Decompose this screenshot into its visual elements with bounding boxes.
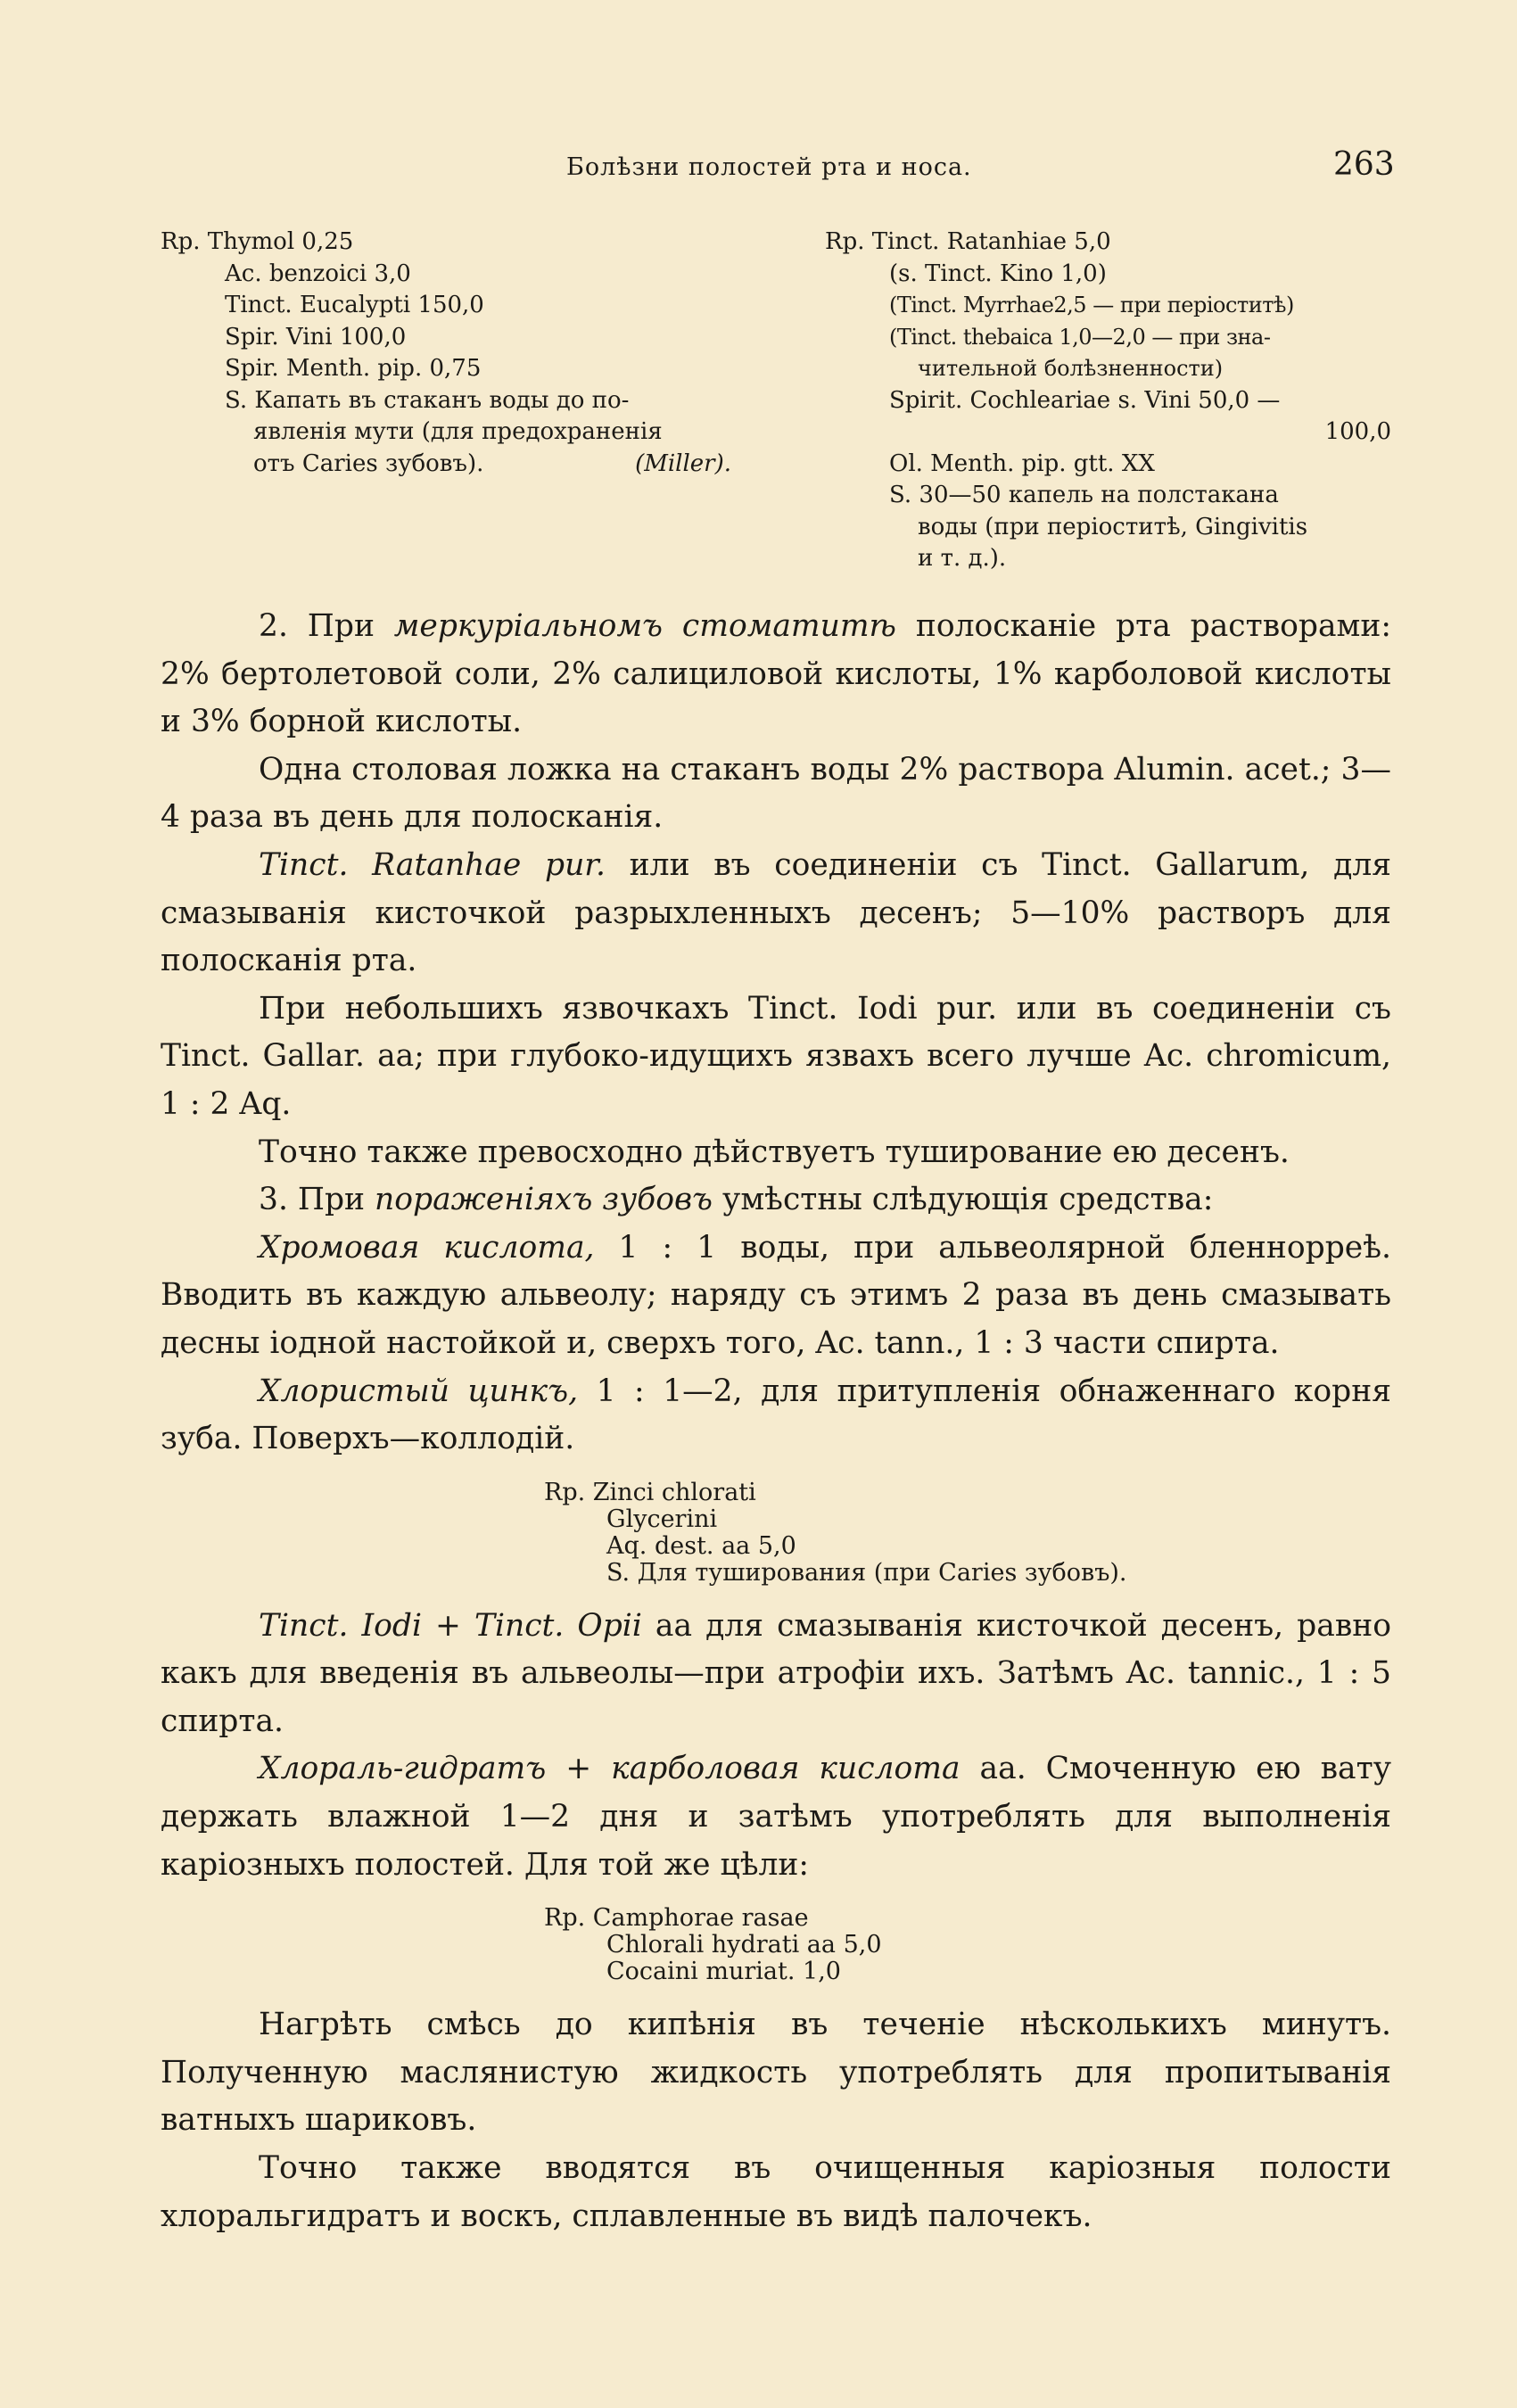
text-run: 3. При [259, 1182, 375, 1218]
recipe-line: S. Для туширования (при Caries зубовъ). [606, 1558, 1127, 1587]
paragraph: При небольшихъ язвочкахъ Tinct. Iodi pur. или въ соединеніи съ Tinct. Gallar. aa; при глубоко-идущихъ язвахъ всего лучше Ac. chromicum, 1 : 2 Aq. [161, 990, 1391, 1122]
italic-run: пораженіяхъ зубовъ [375, 1182, 713, 1218]
page-number: 263 [1333, 146, 1395, 183]
recipe-author: (Miller). [635, 449, 731, 477]
italic-run: Хлораль-гидратъ + карболовая кислота [259, 1751, 960, 1787]
recipe-line-with-author [161, 449, 731, 481]
recipe-line: Rp. Camphorae rasae [544, 1904, 809, 1933]
recipe-line: Aq. dest. aa 5,0 [606, 1531, 796, 1560]
running-head [0, 143, 1517, 187]
recipe-line: 100,0 [1324, 418, 1391, 445]
text-run: aa [641, 1607, 693, 1644]
recipe-line: Tinct. Eucalypti 150,0 [225, 292, 484, 318]
text-run: 2. При [259, 608, 394, 644]
recipe-line: Rp. Tinct. Ratanhiae 5,0 [825, 228, 1111, 255]
recipe-zinc [544, 1480, 1391, 1587]
recipe-line: Glycerini [606, 1505, 718, 1533]
text-run: умѣстны слѣдующія средства: [713, 1182, 1214, 1218]
recipe-line: воды (при періоститѣ, Gingivitis [918, 513, 1308, 540]
recipe-line: чительной болѣзненности) [918, 356, 1224, 381]
paragraph [161, 1225, 1391, 1368]
recipe-line: и т. д.). [918, 545, 1007, 572]
recipe-line: Cocaini muriat. 1,0 [606, 1958, 841, 1986]
paragraph [161, 603, 1391, 746]
text-run: 1 : 1 воды, при альвеолярной бленнорреѣ. Вводить въ каждую альвеолу; наряду съ этимъ 2 раза въ день смазывать десны іодной настойкой и, сверхъ того, Ac. tann., 1 : 3 части спирта. [161, 1229, 1391, 1361]
italic-run: Хлористый цинкъ, [259, 1373, 579, 1409]
recipe-line: Ac. benzoici 3,0 [225, 260, 411, 287]
text-run: полосканіе рта растворами: 2% бертолетовой соли, 2% салициловой кислоты, 1% карболовой кислоты и 3% борной кислоты. [161, 608, 1391, 740]
italic-run: меркуріальномъ стоматитѣ [393, 608, 896, 644]
italic-run: Хромовая кислота, [259, 1229, 595, 1266]
recipe-line: Spirit. Cochleariae s. Vini 50,0 — [889, 386, 1281, 414]
recipe-camphor [544, 1905, 1391, 1985]
recipe-line: Rp. Zinci chlorati [544, 1478, 756, 1506]
paragraph: Одна столовая ложка на стаканъ воды 2% раствора Alumin. acet.; 3—4 раза въ день для полосканія. [161, 751, 1391, 836]
italic-run: Tinct. Ratanhae pur. [259, 846, 606, 883]
recipe-line: Spir. Vini 100,0 [225, 323, 407, 350]
recipe-line: Rp. Thymol 0,25 [161, 228, 354, 255]
text-run: 1 : 1—2, для притупленія обнаженнаго корня зуба. Поверхъ—коллодій. [161, 1373, 1391, 1457]
recipe-line: явленія мути (для предохраненія [253, 418, 663, 445]
recipe-line: Chlorali hydrati aa 5,0 [606, 1931, 882, 1959]
paragraph [161, 1368, 1391, 1464]
recipe-right [825, 227, 1391, 575]
recipe-line: S. Капать въ стаканъ воды до по- [225, 386, 630, 414]
text-run: Смоченную ею вату держать влажной 1—2 дня и затѣмъ употреблять для выполненія каріозныхъ полостей. Для той же цѣли: [161, 1751, 1391, 1883]
body-text [161, 603, 1391, 2240]
recipe-line: S. 30—50 капель на полстакана [889, 482, 1279, 508]
recipe-line: Spir. Menth. pip. 0,75 [225, 355, 482, 382]
paragraph [161, 1176, 1391, 1225]
recipe-line: (Tinct. Myrrhae2,5 — при періоститѣ) [889, 293, 1294, 317]
text-run: или въ соединеніи съ Tinct. Gallarum, для смазыванія кисточкой разрыхленныхъ десенъ; 5—10% растворъ для полосканія рта. [161, 846, 1391, 979]
paragraph [161, 842, 1391, 985]
running-title: Болѣзни полостей рта и носа. [566, 153, 972, 181]
paragraph [161, 1745, 1391, 1889]
paragraph: Точно также превосходно дѣйствуетъ туширование ею десенъ. [259, 1134, 1290, 1170]
recipe-line: Ol. Menth. pip. gtt. XX [889, 449, 1155, 477]
recipe-line: (Tinct. thebaica 1,0—2,0 — при зна- [889, 324, 1271, 350]
italic-run: Tinct. Iodi + Tinct. Opii [259, 1607, 642, 1644]
recipe-line: (s. Tinct. Kino 1,0) [889, 260, 1107, 287]
paragraph: Нагрѣть смѣсь до кипѣнія въ теченіе нѣсколькихъ минутъ. Полученную маслянистую жидкость употреблять для пропитыванія ватныхъ шариковъ. [161, 2007, 1391, 2139]
text-run: для смазыванія кисточкой десенъ, равно какъ для введенія въ альвеолы—при атрофіи ихъ. Затѣмъ Ac. tannic., 1 : 5 спирта. [161, 1607, 1392, 1739]
text-run: aa. [960, 1751, 1026, 1787]
recipe-left [161, 227, 731, 480]
paragraph: Точно также вводятся въ очищенныя каріозныя полости хлоральгидратъ и воскъ, сплавленные въ видѣ палочекъ. [161, 2150, 1391, 2234]
paragraph [161, 1603, 1391, 1746]
recipe-line: отъ Caries зубовъ). [253, 449, 484, 477]
